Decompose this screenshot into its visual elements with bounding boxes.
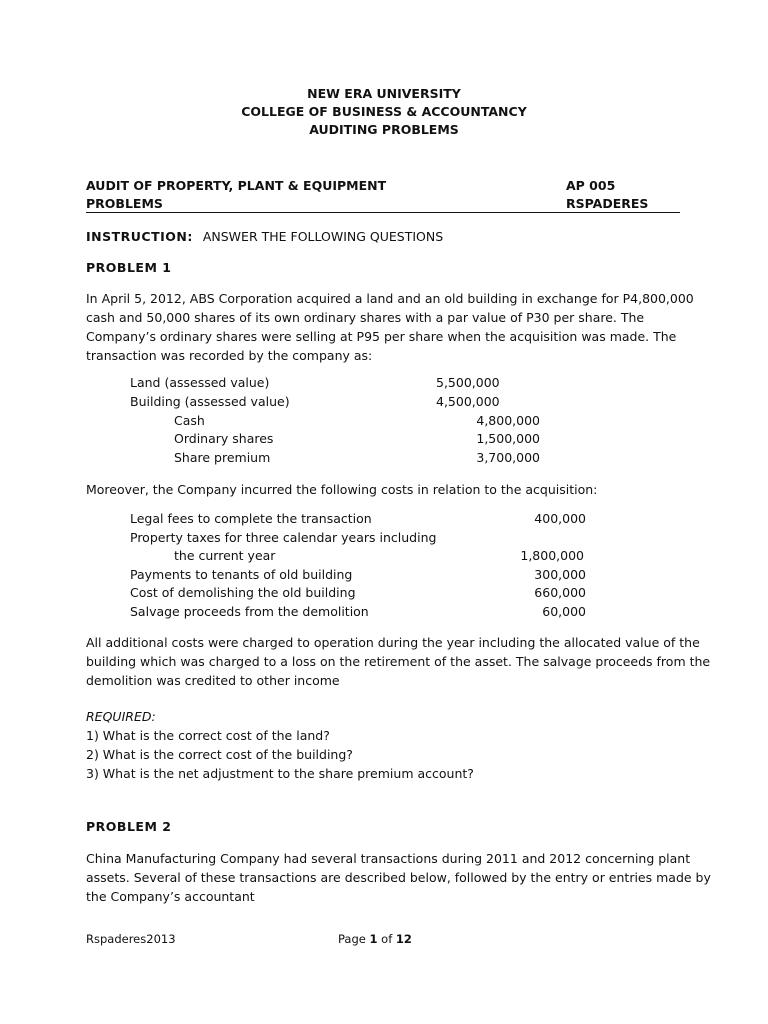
entry-label-land: Land (assessed value): [130, 375, 270, 390]
subject-code: AP 005: [566, 178, 616, 193]
problem1-notes: [86, 633, 710, 690]
instruction-label: INSTRUCTION:: [86, 229, 193, 244]
entry-label-building: Building (assessed value): [130, 394, 290, 409]
problem2-intro-line: assets. Several of these transactions are described below, followed by the entry or entries made by: [86, 870, 711, 885]
cost-amount: 300,000: [534, 567, 586, 582]
cost-label: Salvage proceeds from the demolition: [130, 604, 369, 619]
entry-label-cash: Cash: [174, 413, 205, 428]
footer-author: Rspaderes2013: [86, 932, 176, 946]
required-questions: [86, 726, 474, 783]
subject-author: RSPADERES: [566, 196, 649, 211]
entry-label-share-premium: Share premium: [174, 450, 271, 465]
page-of: of: [377, 932, 396, 946]
course-name: AUDITING PROBLEMS: [309, 122, 459, 137]
university-name: NEW ERA UNIVERSITY: [307, 86, 461, 101]
question-item: 2) What is the correct cost of the building?: [86, 747, 353, 762]
notes-line: demolition was credited to other income: [86, 673, 340, 688]
entry-credit-share-premium: 3,700,000: [476, 450, 540, 465]
page-number: [338, 932, 412, 946]
problem2-heading: PROBLEM 2: [86, 819, 172, 834]
subject-title-line2: PROBLEMS: [86, 196, 163, 211]
problem1-intro-line: transaction was recorded by the company as:: [86, 348, 373, 363]
cost-amount: 60,000: [542, 604, 586, 619]
college-name: COLLEGE OF BUSINESS & ACCOUNTANCY: [241, 104, 527, 119]
problem2-intro-line: China Manufacturing Company had several transactions during 2011 and 2012 concerning plant: [86, 851, 691, 866]
entry-credit-ordinary-shares: 1,500,000: [476, 431, 540, 446]
problem2-intro-line: the Company’s accountant: [86, 889, 255, 904]
instruction-line: [86, 227, 443, 246]
header-rule: [86, 212, 680, 213]
entry-debit-land: 5,500,000: [436, 375, 500, 390]
page-total: 12: [395, 932, 412, 946]
cost-label: Cost of demolishing the old building: [130, 585, 356, 600]
question-item: 3) What is the net adjustment to the share premium account?: [86, 766, 474, 781]
cost-label: Property taxes for three calendar years including: [130, 530, 437, 545]
notes-line: building which was charged to a loss on the retirement of the asset. The salvage proceeds from the: [86, 654, 711, 669]
cost-amount: 1,800,000: [520, 548, 584, 563]
entry-label-ordinary-shares: Ordinary shares: [174, 431, 274, 446]
subject-title-line1: AUDIT OF PROPERTY, PLANT & EQUIPMENT: [86, 178, 387, 193]
costs-intro: Moreover, the Company incurred the following costs in relation to the acquisition:: [86, 482, 598, 497]
cost-label: the current year: [174, 548, 276, 563]
cost-label: Legal fees to complete the transaction: [130, 511, 372, 526]
instruction-text: ANSWER THE FOLLOWING QUESTIONS: [202, 229, 444, 244]
cost-label: Payments to tenants of old building: [130, 567, 353, 582]
problem1-intro-line: cash and 50,000 shares of its own ordinary shares with a par value of P30 per share. The: [86, 310, 645, 325]
problem1-intro-line: Company’s ordinary shares were selling at P95 per share when the acquisition was made. The: [86, 329, 677, 344]
entry-debit-building: 4,500,000: [436, 394, 500, 409]
problem1-intro-line: In April 5, 2012, ABS Corporation acquired a land and an old building in exchange for P4,800,000: [86, 291, 694, 306]
page-current: 1: [369, 932, 378, 946]
problem2-intro: [86, 849, 711, 906]
problem1-intro: [86, 289, 694, 365]
problem1-heading: PROBLEM 1: [86, 260, 172, 275]
cost-amount: 400,000: [534, 511, 586, 526]
cost-amount: 660,000: [534, 585, 586, 600]
entry-credit-cash: 4,800,000: [476, 413, 540, 428]
question-item: 1) What is the correct cost of the land?: [86, 728, 330, 743]
notes-line: All additional costs were charged to operation during the year including the allocated value of the: [86, 635, 700, 650]
page-prefix: Page: [338, 932, 370, 946]
required-label: REQUIRED:: [86, 709, 156, 724]
